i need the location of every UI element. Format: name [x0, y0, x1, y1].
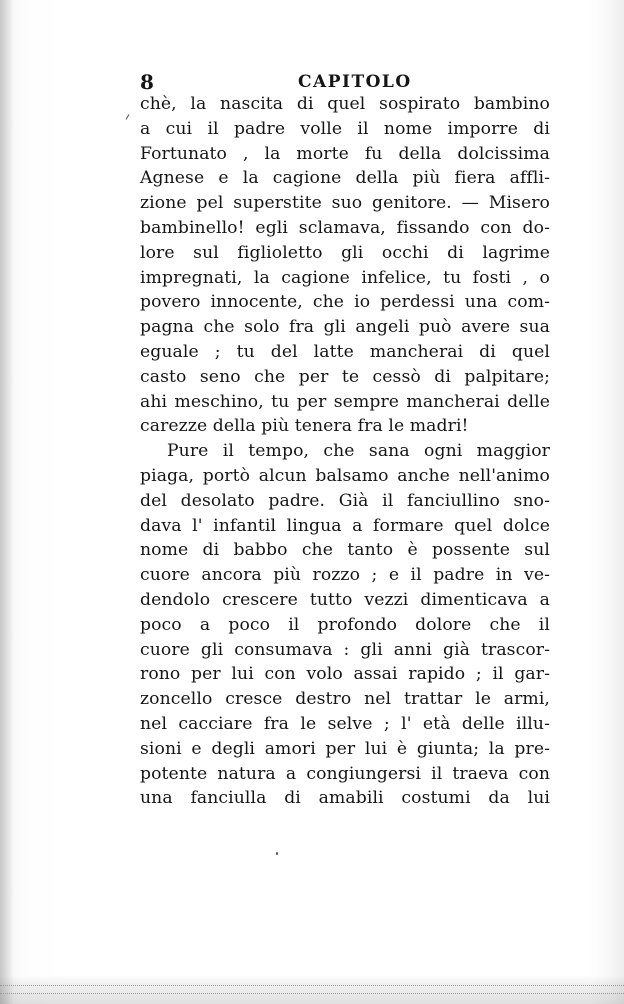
- text-line: cuore ancora più rozzo ; e il padre in ve-: [140, 565, 550, 586]
- text-line: poco a poco il profondo dolore che il: [140, 614, 550, 635]
- text-line: casto seno che per te cessò di palpitare;: [140, 366, 550, 387]
- text-line: carezze della più tenera fra le madri!: [140, 416, 469, 437]
- page-edge-line: [0, 993, 624, 995]
- text-line: eguale ; tu del latte mancherai di quel: [140, 341, 550, 362]
- text-line: nel cacciare fra le selve ; l' età delle illu-: [140, 713, 550, 734]
- page-number: 8: [140, 70, 154, 94]
- page-bottom-edge: [0, 975, 624, 1004]
- text-line: cuore gli consumava : gli anni già trascor-: [140, 639, 550, 660]
- text-line: potente natura a congiungersi il traeva con: [140, 763, 550, 784]
- text-line: una fanciulla di amabili costumi da lui: [140, 788, 550, 809]
- text-line: Fortunato , la morte fu della dolcissima: [140, 143, 550, 164]
- text-line: rono per lui con volo assai rapido ; il gar-: [140, 664, 550, 685]
- text-line: dendolo crescere tutto vezzi dimenticava a: [140, 589, 550, 610]
- text-line: lore sul figlioletto gli occhi di lagrime: [140, 242, 550, 263]
- page-edge-shadow: [0, 0, 14, 1004]
- text-line: zione pel superstite suo genitore. — Misero: [140, 193, 550, 214]
- text-line: piaga, portò alcun balsamo anche nell'animo: [140, 465, 550, 486]
- text-line: sioni e degli amori per lui è giunta; la pre-: [140, 738, 550, 759]
- text-line: zoncello cresce destro nel trattar le armi,: [140, 689, 550, 710]
- text-line: a cui il padre volle il nome imporre di: [140, 118, 550, 139]
- page-edge-line: [0, 985, 624, 987]
- text-line: chè, la nascita di quel sospirato bambino: [140, 94, 550, 114]
- text-line: pagna che solo fra gli angeli può avere sua: [140, 317, 550, 338]
- text-line: bambinello! egli sclamava, fissando con do-: [140, 217, 550, 238]
- text-line: povero innocente, che io perdessi una com-: [140, 292, 550, 313]
- text-line: ahi meschino, tu per sempre mancherai delle: [140, 391, 550, 412]
- body-text: [140, 92, 550, 811]
- text-line: Pure il tempo, che sana ogni maggior: [167, 441, 550, 462]
- text-line: del desolato padre. Già il fanciullino sno-: [140, 490, 550, 511]
- text-line: dava l' infantil lingua a formare quel dolce: [140, 515, 550, 536]
- running-head: CAPITOLO: [298, 72, 412, 92]
- paper-speck: [276, 852, 278, 855]
- text-line: nome di babbo che tanto è possente sul: [140, 540, 550, 561]
- paper-speck: [126, 114, 130, 120]
- text-line: impregnati, la cagione infelice, tu fosti , o: [140, 267, 550, 288]
- text-line: Agnese e la cagione della più fiera affli-: [140, 168, 550, 189]
